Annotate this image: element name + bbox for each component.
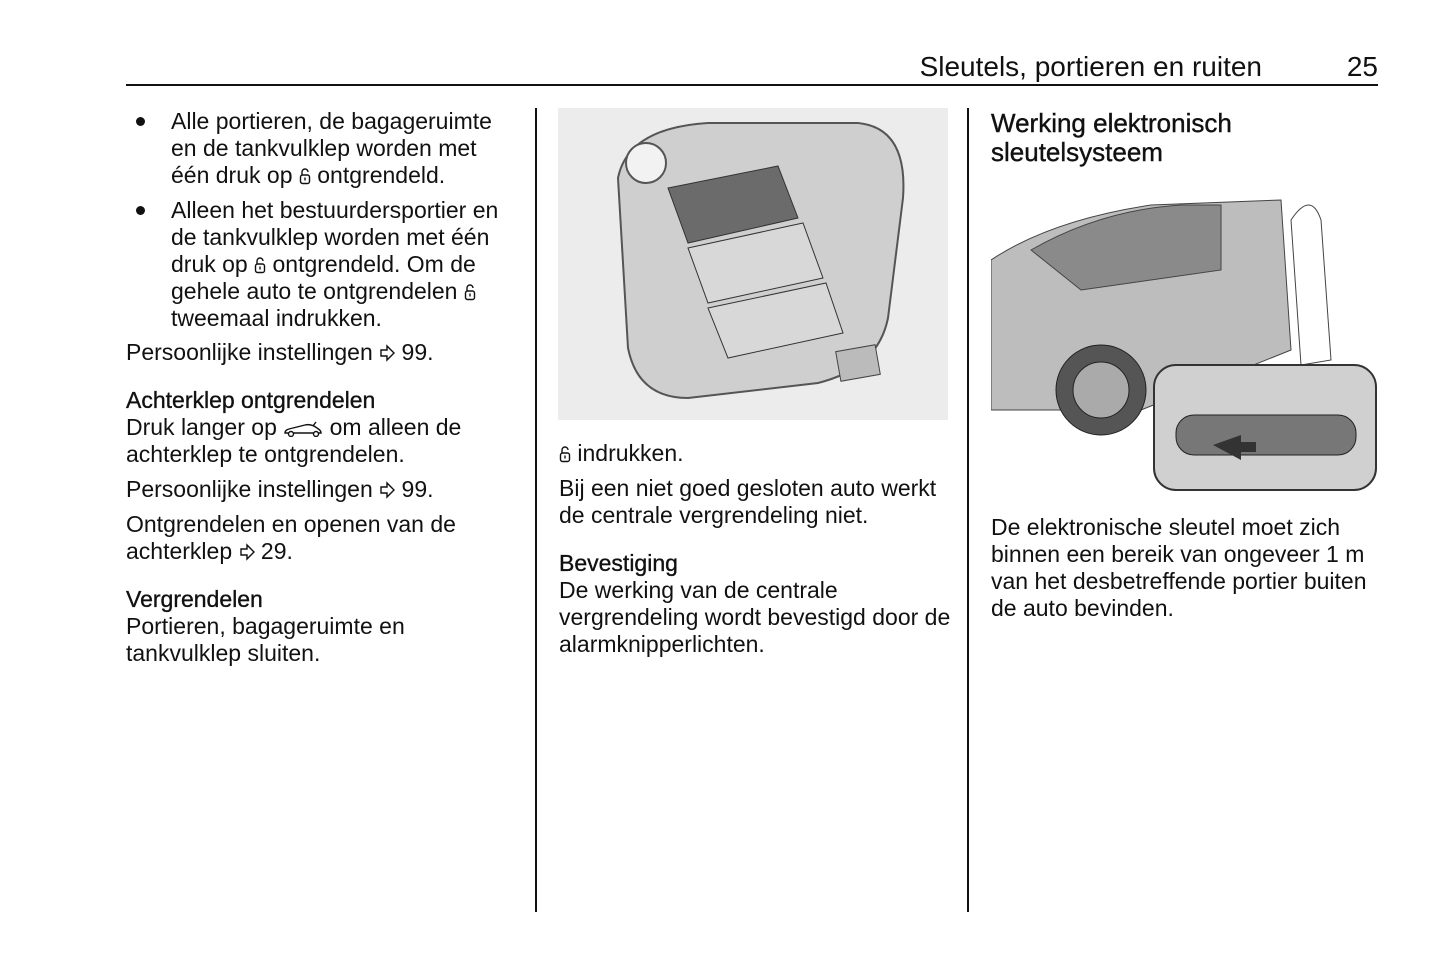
section-heading: Werking elektronisch sleutelsysteem (991, 108, 1232, 167)
paragraph: De werking van de centrale vergrendeling wordt bevestigd door de alarmknipperlichten. (559, 577, 951, 657)
header-rule (126, 84, 1378, 86)
keyless-entry-illustration (991, 180, 1379, 492)
paragraph: Bij een niet goed gesloten auto werkt de centrale vergrendeling niet. (559, 475, 937, 528)
cross-reference[interactable]: Persoonlijke instellingen 99. (126, 339, 434, 365)
column-1 (126, 108, 516, 667)
arrow-right-icon (239, 543, 255, 561)
cross-reference[interactable]: Persoonlijke instellingen 99. (126, 476, 434, 502)
column-divider (967, 108, 969, 912)
arrow-right-icon (379, 481, 395, 499)
section-heading: Achterklep ontgrendelen (126, 387, 376, 413)
key-fob-illustration (558, 108, 948, 420)
cross-reference[interactable]: Ontgrendelen en openen van de achterklep 29. (126, 511, 456, 564)
column-2 (559, 440, 954, 658)
paragraph: Druk langer op om alleen de achterklep te ontgrendelen. (126, 414, 462, 467)
paragraph: De elektronische sleutel moet zich binnen een bereik van ongeveer 1 m van het desbetreffende portier buiten de auto bevinden. (991, 514, 1367, 621)
section-heading: Vergrendelen (126, 586, 263, 612)
section-heading: Bevestiging (559, 550, 678, 576)
column-3 (991, 514, 1386, 622)
arrow-right-icon (379, 344, 395, 362)
unlock-icon (559, 445, 571, 463)
column-3-heading (991, 109, 1291, 167)
bullet-item: Alle portieren, de bagageruimte en de tankvulklep worden met één druk op ontgrendeld. (126, 108, 516, 189)
car-tailgate-icon (283, 421, 323, 437)
bullet-item: Alleen het bestuurdersportier en de tankvulklep worden met één druk op ontgrendeld. Om de gehele auto te ontgrendelen tweemaal indrukken. (126, 197, 516, 332)
chapter-title: Sleutels, portieren en ruiten (919, 51, 1262, 82)
paragraph: indrukken. (559, 440, 954, 467)
unlock-icon (254, 256, 266, 274)
unlock-icon (299, 167, 311, 185)
column-divider (535, 108, 537, 912)
page-number: 25 (1346, 51, 1378, 82)
paragraph: Portieren, bagageruimte en tankvulklep sluiten. (126, 613, 405, 666)
unlock-icon (464, 283, 476, 301)
